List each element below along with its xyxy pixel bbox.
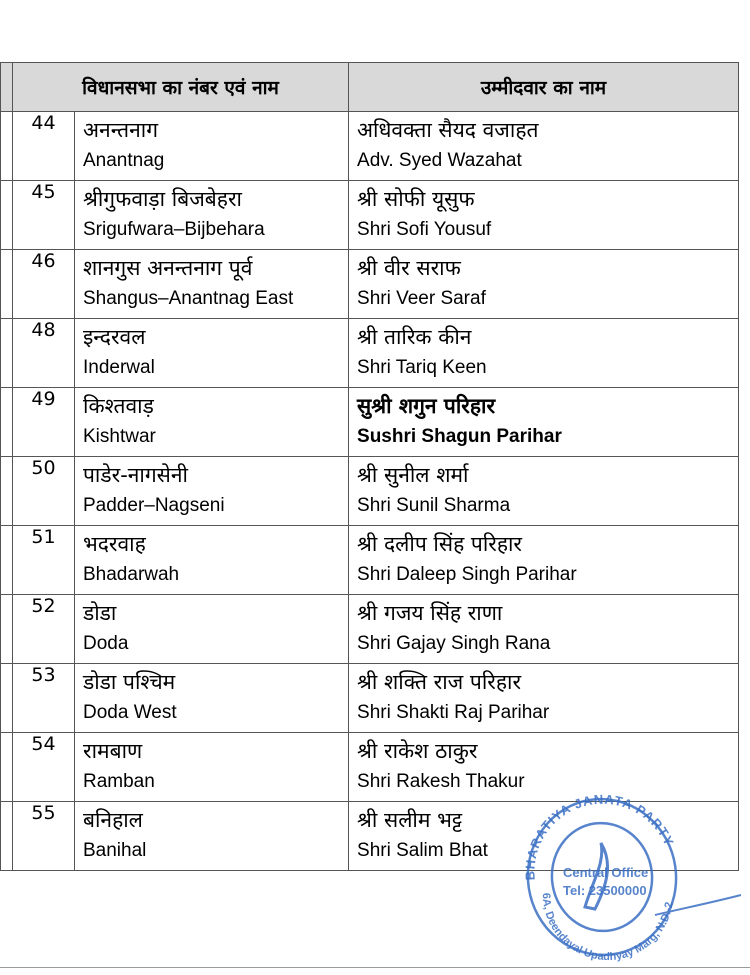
candidate-name-hindi: श्री दलीप सिंह परिहार — [357, 532, 523, 556]
bjp-central-office-stamp — [505, 785, 745, 965]
row-stub-cell — [1, 457, 13, 526]
constituency-name-english: Bhadarwah — [83, 564, 180, 585]
constituency-cell — [75, 733, 349, 802]
header-constituency: विधानसभा का नंबर एवं नाम — [13, 63, 349, 112]
constituency-number: 49 — [13, 388, 75, 457]
table-row — [1, 595, 739, 664]
table-row — [1, 319, 739, 388]
table-row — [1, 388, 739, 457]
row-stub-cell — [1, 250, 13, 319]
candidate-name-english: Shri Shakti Raj Parihar — [357, 702, 550, 723]
constituency-cell — [75, 526, 349, 595]
table-header-row — [1, 63, 739, 112]
row-stub-cell — [1, 664, 13, 733]
constituency-name-hindi: डोडा पश्चिम — [83, 670, 176, 694]
constituency-number: 48 — [13, 319, 75, 388]
constituency-name-english: Ramban — [83, 771, 155, 792]
constituency-name-hindi: किश्तवाड़ — [83, 394, 154, 418]
row-stub-cell — [1, 181, 13, 250]
constituency-name-english: Padder–Nagseni — [83, 495, 225, 516]
constituency-cell — [75, 319, 349, 388]
table-row — [1, 526, 739, 595]
table-row — [1, 181, 739, 250]
stamp-office-text: Central Office — [563, 865, 649, 880]
constituency-name-english: Banihal — [83, 840, 147, 861]
constituency-name-english: Kishtwar — [83, 426, 156, 447]
candidate-name-english: Shri Gajay Singh Rana — [357, 633, 551, 654]
constituency-name-english: Anantnag — [83, 150, 165, 171]
candidate-name-english: Sushri Shagun Parihar — [357, 426, 562, 447]
constituency-number: 44 — [13, 112, 75, 181]
constituency-name-english: Inderwal — [83, 357, 155, 378]
constituency-name-hindi: डोडा — [83, 601, 117, 625]
candidate-cell — [349, 595, 739, 664]
constituency-number: 46 — [13, 250, 75, 319]
constituency-number: 53 — [13, 664, 75, 733]
table-body — [1, 112, 739, 871]
svg-text:6A, Deendayal Upadhyay Marg, N — [540, 893, 676, 963]
constituency-cell — [75, 112, 349, 181]
constituency-name-hindi: रामबाण — [83, 739, 143, 763]
constituency-name-hindi: भदरवाह — [83, 532, 146, 556]
constituency-name-hindi: अनन्तनाग — [83, 118, 159, 142]
candidate-name-english: Shri Salim Bhat — [357, 840, 488, 861]
row-stub-cell — [1, 595, 13, 664]
candidate-name-hindi: श्री तारिक कीन — [357, 325, 472, 349]
candidate-name-hindi: श्री वीर सराफ — [357, 256, 461, 280]
stamp-party-text: BHARATIYA JANATA PARTY — [522, 791, 678, 881]
candidate-name-english: Adv. Syed Wazahat — [357, 150, 522, 171]
constituency-number: 51 — [13, 526, 75, 595]
candidate-name-english: Shri Daleep Singh Parihar — [357, 564, 577, 585]
constituency-number: 45 — [13, 181, 75, 250]
row-stub-cell — [1, 802, 13, 871]
constituency-name-english: Doda West — [83, 702, 177, 723]
constituency-cell — [75, 802, 349, 871]
constituency-number: 52 — [13, 595, 75, 664]
constituency-cell — [75, 595, 349, 664]
constituency-cell — [75, 457, 349, 526]
candidate-name-hindi: अधिवक्ता सैयद वजाहत — [357, 118, 539, 142]
constituency-number: 50 — [13, 457, 75, 526]
constituency-number: 55 — [13, 802, 75, 871]
constituency-name-english: Doda — [83, 633, 129, 654]
candidate-name-hindi: श्री शक्ति राज परिहार — [357, 670, 522, 694]
stamp-tel-text: Tel: 23500000 — [563, 883, 647, 898]
constituency-cell — [75, 664, 349, 733]
row-stub-cell — [1, 388, 13, 457]
candidate-cell — [349, 112, 739, 181]
constituency-name-hindi: इन्दरवल — [83, 325, 146, 349]
header-stub-cell — [1, 63, 13, 112]
bottom-divider — [0, 967, 750, 968]
candidate-name-hindi: श्री राकेश ठाकुर — [357, 739, 478, 763]
candidate-name-hindi: श्री सुनील शर्मा — [357, 463, 469, 487]
constituency-name-hindi: श्रीगुफवाड़ा बिजबेहरा — [83, 187, 242, 211]
table-row — [1, 664, 739, 733]
constituency-cell — [75, 181, 349, 250]
constituency-cell — [75, 250, 349, 319]
candidate-cell — [349, 388, 739, 457]
candidate-cell — [349, 664, 739, 733]
candidate-table — [0, 62, 739, 871]
candidate-cell — [349, 526, 739, 595]
constituency-name-hindi: बनिहाल — [83, 808, 143, 832]
candidate-cell — [349, 457, 739, 526]
row-stub-cell — [1, 526, 13, 595]
stamp-address-text: 6A, Deendayal Upadhyay Marg, N.D.-2 — [539, 892, 676, 964]
row-stub-cell — [1, 112, 13, 181]
candidate-name-english: Shri Sunil Sharma — [357, 495, 511, 516]
candidate-name-english: Shri Sofi Yousuf — [357, 219, 492, 240]
header-candidate: उम्मीदवार का नाम — [349, 63, 739, 112]
candidate-name-english: Shri Rakesh Thakur — [357, 771, 525, 792]
constituency-cell — [75, 388, 349, 457]
constituency-number: 54 — [13, 733, 75, 802]
constituency-name-hindi: शानगुस अनन्तनाग पूर्व — [83, 256, 253, 280]
candidate-name-hindi: श्री गजय सिंह राणा — [357, 601, 503, 625]
candidate-name-hindi: श्री सलीम भट्ट — [357, 808, 463, 832]
candidate-name-hindi: सुश्री शगुन परिहार — [357, 394, 496, 418]
candidate-cell — [349, 181, 739, 250]
candidate-name-english: Shri Veer Saraf — [357, 288, 486, 309]
table-row — [1, 112, 739, 181]
row-stub-cell — [1, 319, 13, 388]
candidate-cell — [349, 250, 739, 319]
candidate-cell — [349, 319, 739, 388]
candidate-name-english: Shri Tariq Keen — [357, 357, 487, 378]
candidate-name-hindi: श्री सोफी यूसुफ — [357, 187, 475, 211]
constituency-name-english: Srigufwara–Bijbehara — [83, 219, 265, 240]
table-row — [1, 457, 739, 526]
constituency-name-english: Shangus–Anantnag East — [83, 288, 294, 309]
constituency-name-hindi: पाडेर-नागसेनी — [83, 463, 188, 487]
row-stub-cell — [1, 733, 13, 802]
table-row — [1, 250, 739, 319]
